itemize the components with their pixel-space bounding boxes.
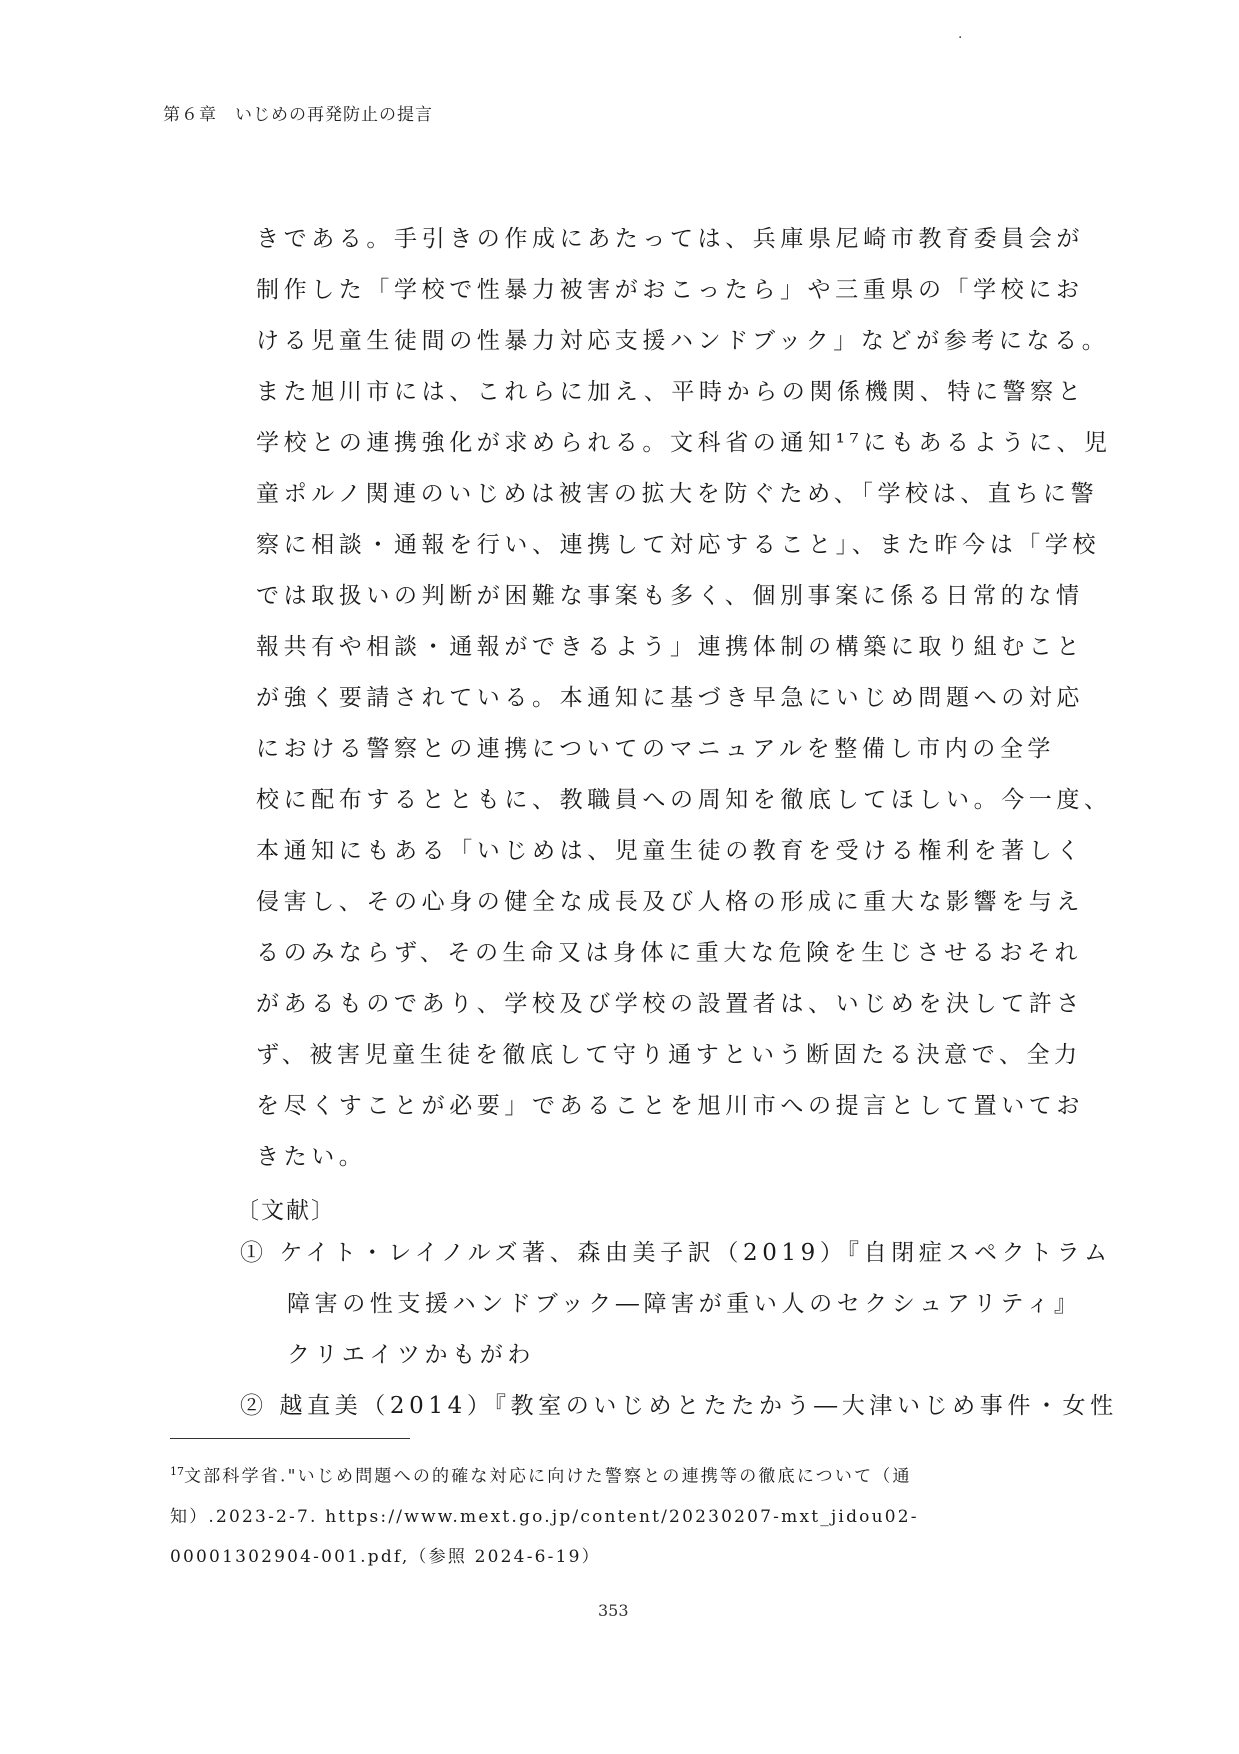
references-list xyxy=(240,1228,1118,1432)
reference-line: ① ケイト・レイノルズ著、森由美子訳（2019）『自閉症スペクトラム xyxy=(240,1240,1112,1266)
body-line: 侵害し、その心身の健全な成長及び人格の形成に重大な影響を与え xyxy=(256,889,1084,915)
scan-dot: · xyxy=(958,30,963,46)
body-line: があるものであり、学校及び学校の設置者は、いじめを決して許さ xyxy=(256,991,1084,1017)
body-paragraph xyxy=(256,214,1112,1183)
body-line: 童ポルノ関連のいじめは被害の拡大を防ぐため、「学校は、直ちに警 xyxy=(256,481,1099,507)
body-line: 察に相談・通報を行い、連携して対応すること」、また昨今は「学校 xyxy=(256,532,1101,558)
footnote xyxy=(170,1452,1070,1577)
footnote-divider xyxy=(170,1438,410,1439)
footnote-line: 00001302904-001.pdf,（参照 2024-6-19） xyxy=(170,1546,601,1567)
body-line: ける児童生徒間の性暴力対応支援ハンドブック」などが参考になる。 xyxy=(256,328,1110,354)
reference-item xyxy=(240,1381,1118,1432)
body-line: 校に配布するとともに、教職員への周知を徹底してほしい。今一度、 xyxy=(256,787,1112,813)
body-line: では取扱いの判断が困難な事案も多く、個別事案に係る日常的な情 xyxy=(256,583,1084,609)
body-line: 制作した「学校で性暴力被害がおこったら」や三重県の「学校にお xyxy=(256,277,1084,303)
references-heading: 〔文献〕 xyxy=(236,1198,336,1224)
reference-item xyxy=(240,1228,1112,1381)
body-line: きたい。 xyxy=(256,1144,367,1170)
body-line: きである。手引きの作成にあたっては、兵庫県尼崎市教育委員会が xyxy=(256,226,1084,252)
reference-line: クリエイツかもがわ xyxy=(287,1342,535,1368)
body-line: また旭川市には、これらに加え、平時からの関係機関、特に警察と xyxy=(256,379,1086,405)
body-line: るのみならず、その生命又は身体に重大な危険を生じさせるおそれ xyxy=(256,940,1083,966)
body-line: における警察との連携についてのマニュアルを整備し市内の全学 xyxy=(256,736,1056,762)
footnote-marker: 17 xyxy=(170,1465,184,1478)
footnote-line xyxy=(170,1452,1070,1497)
footnote-text: 文部科学省."いじめ問題への的確な対応に向けた警察との連携等の徹底について（通 xyxy=(184,1466,912,1487)
body-line: ず、被害児童生徒を徹底して守り通すという断固たる決意で、全力 xyxy=(256,1042,1082,1068)
page-number: 353 xyxy=(598,1601,629,1620)
reference-line: 障害の性支援ハンドブック―障害が重い人のセクシュアリティ』 xyxy=(287,1291,1082,1317)
running-header: 第６章 いじめの再発防止の提言 xyxy=(163,105,433,125)
body-line: 報共有や相談・通報ができるよう」連携体制の構築に取り組むこと xyxy=(256,634,1084,660)
body-line: 本通知にもある「いじめは、児童生徒の教育を受ける権利を著しく xyxy=(256,838,1084,864)
reference-line: ② 越直美（2014）『教室のいじめとたたかう―大津いじめ事件・女性 xyxy=(240,1393,1118,1419)
body-line: 学校との連携強化が求められる。文科省の通知¹⁷にもあるように、児 xyxy=(256,430,1112,456)
body-line: が強く要請されている。本通知に基づき早急にいじめ問題への対応 xyxy=(256,685,1084,711)
body-line: を尽くすことが必要」であることを旭川市への提言として置いてお xyxy=(256,1093,1084,1119)
footnote-line: 知）.2023-2-7. https://www.mext.go.jp/content/20230207-mxt_jidou02- xyxy=(170,1506,919,1527)
